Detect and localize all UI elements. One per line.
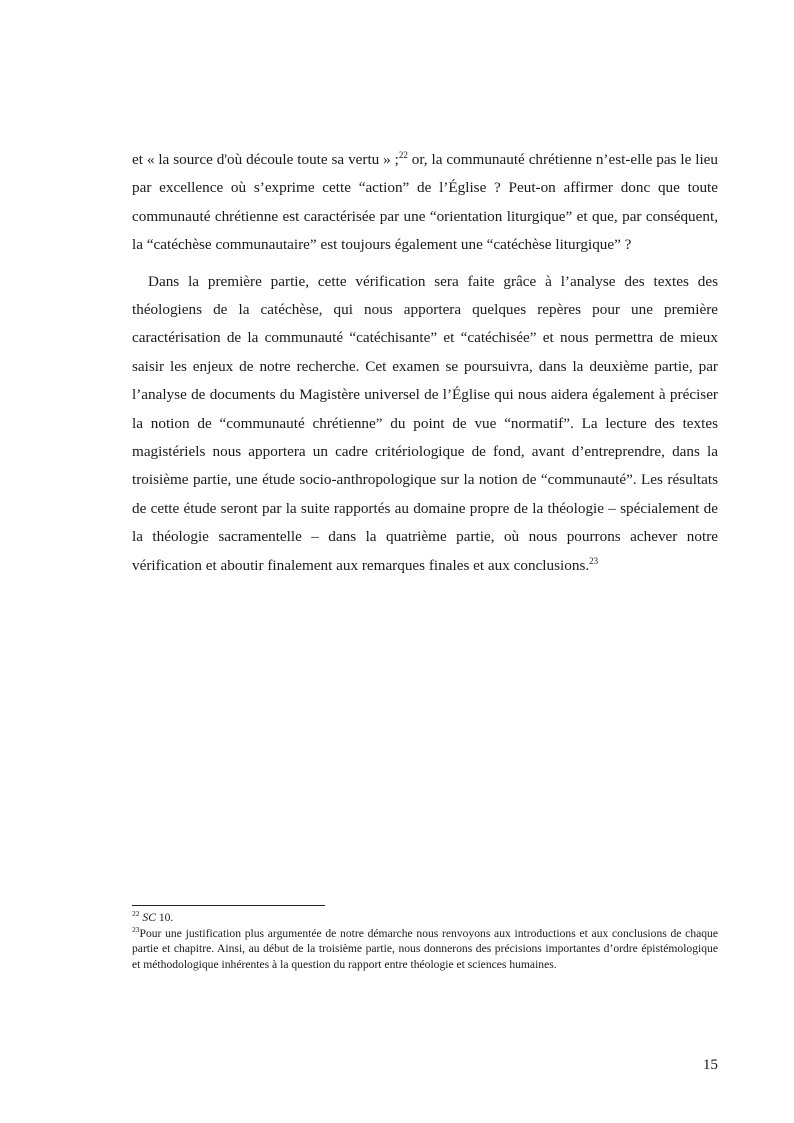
footnote-22-text: 10. (155, 911, 174, 924)
footnote-ref-23[interactable]: 23 (589, 555, 599, 566)
paragraph-1-part-a: et « la source d'où découle toute sa vertu » ; (132, 151, 399, 168)
footnote-23-number: 23 (132, 924, 140, 934)
footnote-23-text: Pour une justification plus argumentée de notre démarche nous renvoyons aux introductions et aux conclusions de chaque partie et chapitre. Ainsi, au début de la troisième partie, nous donnerons des précisions importantes d’ordre épistémologique et méthodologique inhérentes à la question du rapport entre théologie et sciences humaines. (132, 926, 718, 971)
paragraph-2-text: Dans la première partie, cette vérification sera faite grâce à l’analyse des textes des théologiens de la catéchèse, qui nous apportera quelques repères pour une première caractérisation de la communauté “catéchisante” et “catéchisée” et nous permettra de mieux saisir les enjeux de notre recherche. Cet examen se poursuivra, dans la deuxième partie, par l’analyse de documents du Magistère universel de l’Église qui nous aidera également à préciser la notion de “communauté chrétienne” du point de vue “normatif”. La lecture des textes magistériels nous apportera un cadre critériologique de fond, avant d’entreprendre, dans la troisième partie, une étude socio-anthropologique sur la notion de “communauté”. Les résultats de cette étude seront par la suite rapportés au domaine propre de la théologie – spécialement de la théologie sacramentelle – dans la quatrième partie, où nous pourrons achever notre vérification et aboutir finalement aux remarques finales et aux conclusions. (132, 272, 718, 574)
footnote-22-number: 22 (132, 909, 140, 919)
footnote-separator (132, 905, 325, 906)
footnote-ref-22[interactable]: 22 (398, 149, 408, 160)
paragraph-1-part-b: or, la communauté chrétienne n’est-elle pas le lieu par excellence où s’exprime cette “action” de l’Église ? Peut-on affirmer donc que toute communauté chrétienne est caractérisée par une “orientation liturgique” et que, par conséquent, la “catéchèse communautaire” est toujours également une “catéchèse liturgique” ? (132, 151, 718, 254)
main-text (132, 146, 718, 580)
paragraph-2 (132, 268, 718, 580)
footnotes (132, 910, 718, 972)
footnote-23 (132, 926, 718, 973)
footnote-22 (132, 910, 718, 926)
page-number: 15 (702, 1056, 718, 1073)
footnote-22-abbrev: SC (142, 911, 156, 924)
paragraph-1 (132, 146, 718, 260)
